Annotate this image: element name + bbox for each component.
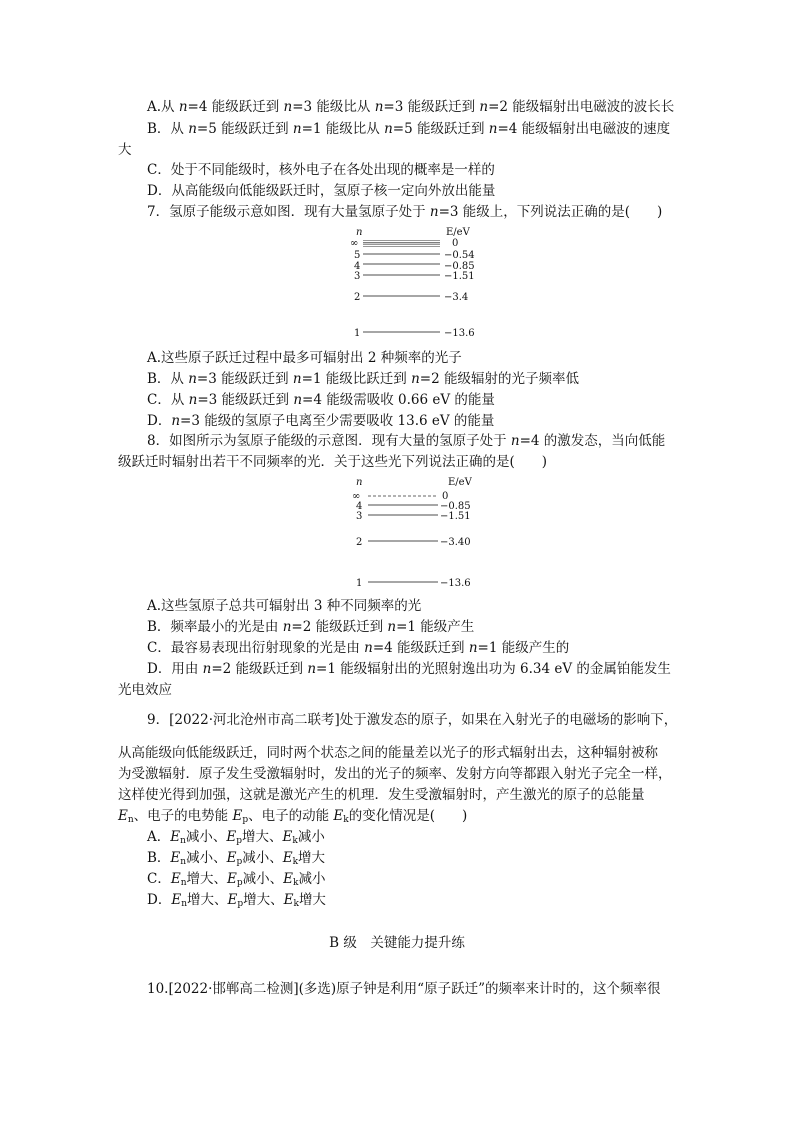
level-n-4: 4 (356, 501, 363, 512)
level-n-1: 1 (354, 328, 361, 339)
level-e-2: −3.4 (444, 292, 469, 303)
level-n-1: 1 (356, 578, 363, 589)
level-e-infinity: 0 (452, 238, 459, 249)
q8-energy-level-diagram (340, 474, 490, 594)
section-b-heading: B 级 关键能力提升练 (329, 935, 465, 951)
q8-option-c: C．最容易表现出衍射现象的光是由 n=4 能级跃迁到 n=1 能级产生的 (147, 640, 570, 656)
level-e-infinity: 0 (442, 491, 449, 502)
level-e-4: −0.85 (444, 261, 475, 272)
continuum-lines (363, 241, 440, 247)
q7-option-d: D．n=3 能级的氢原子电离至少需要吸收 13.6 eV 的能量 (147, 413, 495, 429)
level-n-5: 5 (354, 250, 361, 261)
level-n-3: 3 (354, 271, 361, 282)
q8-option-d: D．用由 n=2 能级跃迁到 n=1 能级辐射出的光照射逸出功为 6.34 eV 的金属铂能发生 (147, 661, 671, 677)
q8-option-d-continued: 光电效应 (118, 682, 172, 698)
level-e-3: −1.51 (444, 271, 475, 282)
q7-energy-level-diagram (340, 224, 490, 344)
q9-option-b: B．$E_n$减小、$E_p$减小、$E_k$增大 (147, 850, 326, 867)
q9-stem-line1: 9．[2022·河北沧州市高二联考]处于激发态的原子，如果在入射光子的电磁场的影响下， (147, 712, 678, 728)
level-n-infinity: ∞ (352, 491, 361, 502)
level-e-5: −0.54 (444, 250, 475, 261)
q9-stem-line2: 从高能级向低能级跃迁，同时两个状态之间的能量差以光子的形式辐射出去，这种辐射被称 (118, 745, 658, 761)
q6-option-d: D．从高能级向低能级跃迁时，氢原子核一定向外放出能量 (147, 183, 496, 199)
n-axis-label: n (356, 227, 363, 238)
energy-axis-label: E/eV (448, 477, 472, 488)
q8-option-b: B．频率最小的光是由 n=2 能级跃迁到 n=1 能级产生 (147, 619, 475, 635)
level-e-1: −13.6 (440, 578, 471, 589)
level-n-2: 2 (356, 537, 363, 548)
q8-option-a: A.这些氢原子总共可辐射出 3 种不同频率的光 (147, 598, 422, 614)
q7-stem: 7．氢原子能级示意如图．现有大量氢原子处于 n=3 能级上，下列说法正确的是( ) (147, 204, 663, 220)
level-e-1: −13.6 (444, 328, 475, 339)
level-e-3: −1.51 (440, 511, 471, 522)
level-n-2: 2 (354, 292, 361, 303)
q9-option-a: A．$E_n$减小、$E_p$增大、$E_k$减小 (147, 829, 325, 846)
q8-stem-line2: 级跃迁时辐射出若干不同频率的光．关于这些光下列说法正确的是( ) (118, 454, 548, 470)
q7-option-a: A.这些原子跃迁过程中最多可辐射出 2 种频率的光子 (147, 350, 462, 366)
q9-stem-line5: $E_n$、电子的电势能 $E_p$、电子的动能 $E_k$的变化情况是( ) (118, 808, 468, 825)
q8-stem-line1: 8．如图所示为氢原子能级的示意图．现有大量的氢原子处于 n=4 的激发态，当向低能 (147, 433, 666, 449)
level-n-4: 4 (354, 261, 361, 272)
q9-stem-line4: 这样使光得到加强，这就是激光产生的机理．发生受激辐射时，产生激光的原子的总能量 (118, 787, 645, 803)
level-e-4: −0.85 (440, 501, 471, 512)
q9-option-d: D．$E_n$增大、$E_p$增大、$E_k$增大 (147, 892, 326, 909)
level-n-infinity: ∞ (350, 238, 359, 249)
q6-option-b: B．从 n=5 能级跃迁到 n=1 能级比从 n=5 能级跃迁到 n=4 能级辐射出电磁波的速度 (147, 121, 671, 137)
energy-axis-label: E/eV (446, 227, 470, 238)
q7-option-b: B．从 n=3 能级跃迁到 n=1 能级比跃迁到 n=2 能级辐射的光子频率低 (147, 371, 579, 387)
q9-stem-line3: 为受激辐射．原子发生受激辐射时，发出的光子的频率、发射方向等都跟入射光子完全一样， (118, 766, 672, 782)
q6-option-a: A.从 n=4 能级跃迁到 n=3 能级比从 n=3 能级跃迁到 n=2 能级辐射出电磁波的波长长 (147, 99, 675, 115)
q7-option-c: C．从 n=3 能级跃迁到 n=4 能级需吸收 0.66 eV 的能量 (147, 392, 495, 408)
n-axis-label: n (356, 477, 363, 488)
q10-stem: 10.[2022·邯郸高二检测](多选)原子钟是利用“原子跃迁”的频率来计时的，这个频率很 (147, 981, 661, 997)
level-n-3: 3 (356, 511, 363, 522)
q9-option-c: C．$E_n$增大、$E_p$减小、$E_k$减小 (147, 871, 326, 888)
level-e-2: −3.40 (440, 537, 471, 548)
q6-option-c: C．处于不同能级时，核外电子在各处出现的概率是一样的 (147, 162, 495, 178)
q6-option-b-continued: 大 (118, 142, 132, 158)
